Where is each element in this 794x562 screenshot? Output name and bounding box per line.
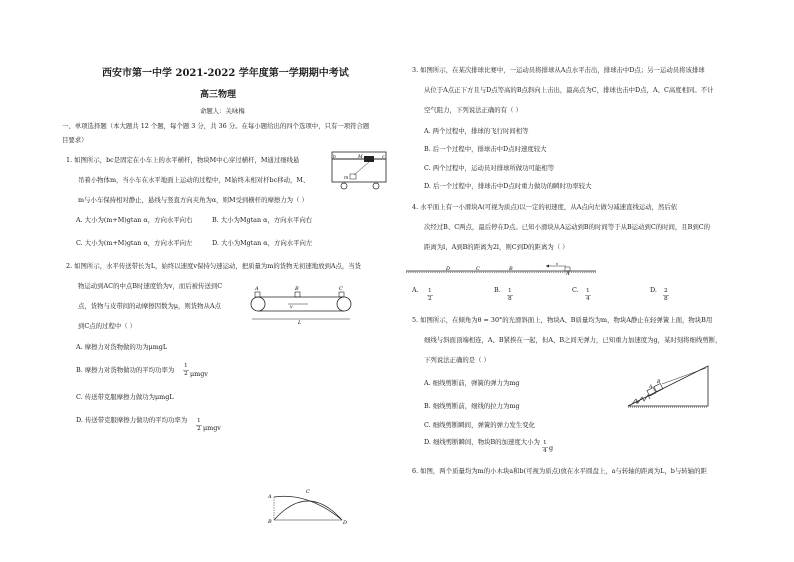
q2-option-d-tail: μmgv [203,424,221,432]
q5-incline-figure [626,362,712,410]
q1-line-2: 吊着小物体m，当小车在水平地面上运动的过程中，M始终未相对杆bc移动，M、 [78,176,310,184]
exam-subtitle: 高三物理 [200,90,237,100]
q1-label-m: m [344,176,349,181]
q3-line-1: 3. 如图所示，在某次排球比赛中，一运动员将排球从A点水平击出，排球击中D点；另一运动员将该排球 [412,66,705,74]
q4-line-1: 4. 水平面上有一小滑块A(可视为质点)以一定的初速度，从A点向左做匀减速直线运动，然后依 [412,203,678,211]
q4-option-d: D. [650,286,657,294]
q5-option-b: B. 细线剪断前，细线的拉力为mg [424,402,520,410]
q3-option-a: A. 两个过程中，排球的飞行时间相等 [424,127,529,135]
q4-option-a: A. [412,286,419,294]
q1-option-d: D. 大小为Mgtan α，方向水平向左 [212,239,313,247]
q4-option-c: C. [572,286,579,294]
q4-option-b-num: 1 [508,288,512,294]
q4-option-d-num: 2 [664,288,668,294]
q2-line-1: 2. 如图所示，水平传送带长为L，始终以速度v保持匀速运动，把质量为m的货物无初速地放到A点，当货 [66,262,362,270]
q4-option-a-num: 1 [428,288,432,294]
q2-option-c: C. 传送带克服摩擦力做功为μmgL [76,393,174,401]
q1-label-M: M [358,155,363,160]
q5-option-d: D. 细线剪断瞬间，物块B的加速度大小为 [424,438,540,446]
q3-option-b: B. 后一个过程中，排球击中D点时速度较大 [424,145,547,153]
q4-label-B: B [509,266,513,272]
q2-option-d: D. 传送带克服摩擦力做功的平均功率为 [76,416,188,424]
q5-option-d-num: 1 [543,440,547,446]
q2-option-b-tail: μmgv [190,370,208,378]
q6-line-1: 6. 如图，两个质量均为m的小木块a和b(可视为质点)放在水平圆盘上，a与转轴的距离为L，b与转轴的距 [412,467,707,475]
q5-label-theta: θ [636,400,639,405]
exam-author: 命题人：关咏梅 [200,107,245,115]
q2-label-C: C [339,286,343,292]
q4-option-b-den: 8 [508,296,512,302]
q4-option-d-den: 8 [664,296,668,302]
q3-line-2: 从位于A点正下方且与D点等高的B点斜向上击出，最高点为C，排球也击中D点，A、C高度相同。不计 [424,86,714,94]
traj-label-A: A [268,494,272,500]
q2-line-2: 物运动到AC的中点B时速度恰为v，而后被传送到C [78,282,223,290]
q5-label-A: A [649,385,653,390]
q2-option-d-num: 1 [197,418,201,424]
q4-line-3: 距离为l，A到B的距离为2l，则C到D的距离为（ ） [424,243,569,251]
exam-title: 西安市第一中学 2021-2022 学年度第一学期期中考试 [102,68,349,79]
q1-label-c: c [382,155,385,160]
q4-option-c-den: 4 [586,296,590,302]
q1-option-a: A. 大小为(m+M)gtan α，方向水平向右 [76,216,193,224]
q2-option-a: A. 摩擦力对货物做的功为μmgL [76,343,168,351]
q1-label-b: b [333,155,336,160]
q5-option-d-den: 4 [543,448,547,454]
section-heading: 一、单项选择题（本大题共 12 个题，每个题 3 分，共 36 分。在每小题给出的四个选项中，只有一项符合题 [62,122,370,130]
q5-option-d-tail: g [549,444,554,452]
q2-label-L: L [298,320,302,326]
q1-line-1: 1. 如图所示，bc是固定在小车上的水平横杆，物块M中心穿过横杆，M通过细线悬 [66,156,300,164]
q2-option-b-num: 1 [184,363,188,369]
q3-option-d: D. 后一个过程中，排球击中D点时重力做功的瞬时功率较大 [424,182,592,190]
q1-line-3: m与小车保持相对静止，悬线与竖直方向夹角为α，则M受到横杆的摩擦力为（ ） [78,196,308,204]
traj-label-B: B [268,519,272,525]
traj-label-D: D [343,520,348,526]
q2-option-d-den: 2 [197,426,201,432]
q2-label-B: B [295,286,299,292]
q2-line-4: 到C点的过程中（ ） [78,322,137,330]
q4-label-A: A [566,271,570,277]
q5-option-c: C. 细线剪断瞬间，弹簧的弹力发生变化 [424,421,535,429]
q4-option-c-num: 1 [586,288,590,294]
q2-line-3: 点，货物与皮带间的动摩擦因数为μ，则货物从A点 [78,302,221,310]
q4-label-D: D [446,266,451,272]
q4-line-2: 次经过B、C两点，最后停在D点。已知小滑块从A运动到B的时间等于从B运动到C的时间，且B到C的 [424,223,711,231]
q2-option-b: B. 摩擦力对货物做功的平均功率为 [76,366,175,374]
q5-option-a: A. 细线剪断前，弹簧的弹力为mg [424,379,520,387]
q4-label-C: C [476,266,480,272]
q5-line-3: 下列说法正确的是（ ） [424,356,490,364]
q2-label-A: A [255,286,259,292]
q4-option-a-den: 2 [428,296,432,302]
q2-option-b-den: 2 [184,371,188,377]
q4-label-v: v [556,261,559,266]
traj-label-C: C [306,489,310,495]
section-heading-cont: 目要求） [62,136,88,144]
q2-label-v: v [290,305,293,310]
q5-line-1: 5. 如图所示，在倾角为θ = 30°的光滑斜面上，物块A、B质量均为m，物块A静止在轻弹簧上面，物块B用 [412,316,713,324]
q3-option-c: C. 两个过程中，运动员对排球所做功可能相等 [424,164,555,172]
q1-option-c: C. 大小为(m+M)gtan α，方向水平向左 [76,239,193,247]
q5-line-2: 细线与斜面顶端相连，A、B紧挨在一起，但A、B之间无弹力，已知重力加速度为g，某时刻将细线剪断， [424,336,722,344]
q4-option-b: B. [494,286,501,294]
q5-label-B: B [657,380,661,385]
q3-line-3: 空气阻力，下列说法正确的有（ ） [424,106,522,114]
q1-option-b: B. 大小为Mgtan α，方向水平向右 [212,216,313,224]
